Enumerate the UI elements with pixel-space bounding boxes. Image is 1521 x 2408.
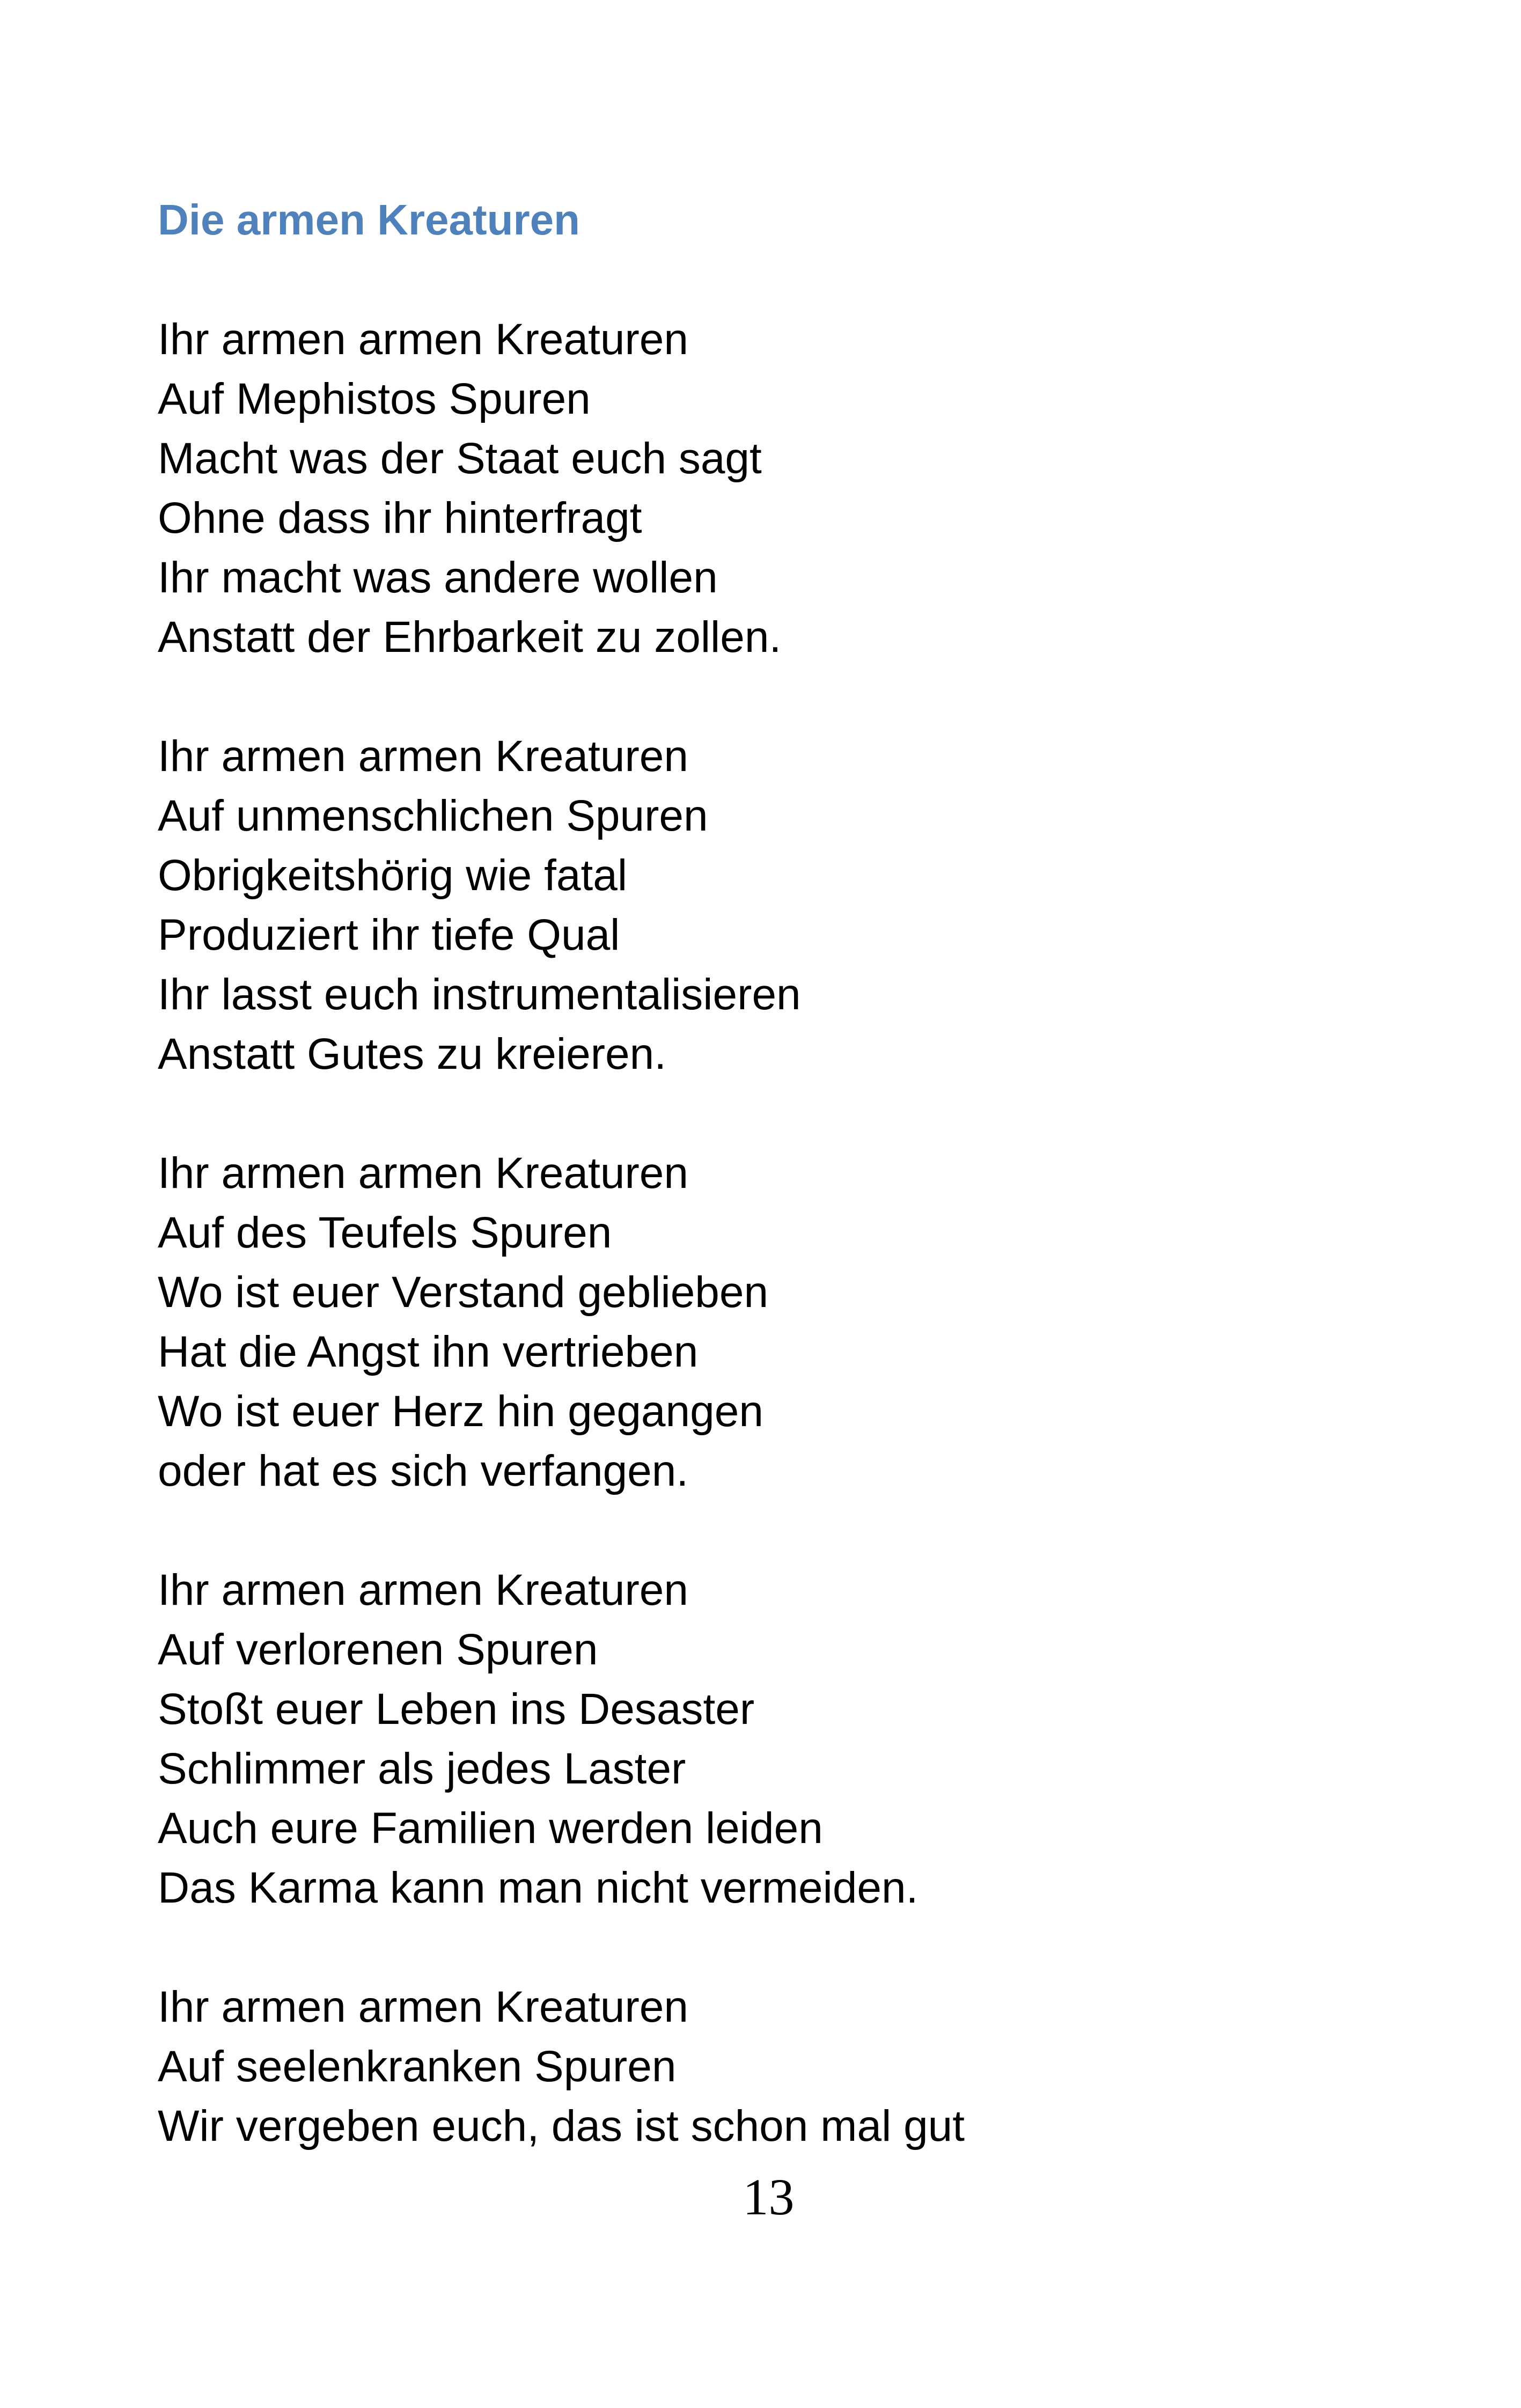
poem-line: Schlimmer als jedes Laster	[158, 1744, 686, 1793]
poem-line: Ihr armen armen Kreaturen	[158, 732, 689, 781]
poem-line: Macht was der Staat euch sagt	[158, 434, 762, 483]
poem-line: Ihr macht was andere wollen	[158, 553, 718, 602]
stanza-5	[158, 1977, 965, 2156]
poem-line: Ihr armen armen Kreaturen	[158, 1566, 689, 1614]
poem-line: Wo ist euer Herz hin gegangen	[158, 1387, 763, 1436]
poem-line: Hat die Angst ihn vertrieben	[158, 1327, 699, 1376]
stanza-4	[158, 1560, 965, 1918]
stanza-2	[158, 726, 965, 1084]
poem-line: Auf unmenschlichen Spuren	[158, 791, 708, 840]
poem-line: Wo ist euer Verstand geblieben	[158, 1268, 769, 1317]
poem-line: Stoßt euer Leben ins Desaster	[158, 1685, 755, 1734]
poem-line: Ohne dass ihr hinterfragt	[158, 494, 642, 542]
stanza-3	[158, 1143, 965, 1501]
poem-line: Produziert ihr tiefe Qual	[158, 911, 620, 959]
poem-line: Anstatt Gutes zu kreieren.	[158, 1030, 667, 1078]
poem-line: Wir vergeben euch, das ist schon mal gut	[158, 2102, 965, 2150]
poem-line: Anstatt der Ehrbarkeit zu zollen.	[158, 613, 782, 662]
poem-line: Auf seelenkranken Spuren	[158, 2042, 677, 2091]
poem-line: Ihr armen armen Kreaturen	[158, 315, 689, 364]
stanza-1	[158, 310, 965, 667]
poem-title: Die armen Kreaturen	[158, 196, 580, 244]
poem-line: Ihr lasst euch instrumentalisieren	[158, 970, 801, 1019]
poem-line: Ihr armen armen Kreaturen	[158, 1149, 689, 1198]
poem-line: oder hat es sich verfangen.	[158, 1447, 689, 1495]
poem-line: Auf Mephistos Spuren	[158, 375, 591, 423]
poem-line: Auch eure Familien werden leiden	[158, 1804, 823, 1853]
poem-line: Ihr armen armen Kreaturen	[158, 1983, 689, 2031]
poem-line: Auf des Teufels Spuren	[158, 1208, 612, 1257]
poem-body	[158, 310, 965, 2215]
poem-line: Obrigkeitshörig wie fatal	[158, 851, 628, 900]
page-number: 13	[743, 2168, 795, 2226]
poem-line: Das Karma kann man nicht vermeiden.	[158, 1863, 919, 1912]
poem-line: Auf verlorenen Spuren	[158, 1625, 598, 1674]
